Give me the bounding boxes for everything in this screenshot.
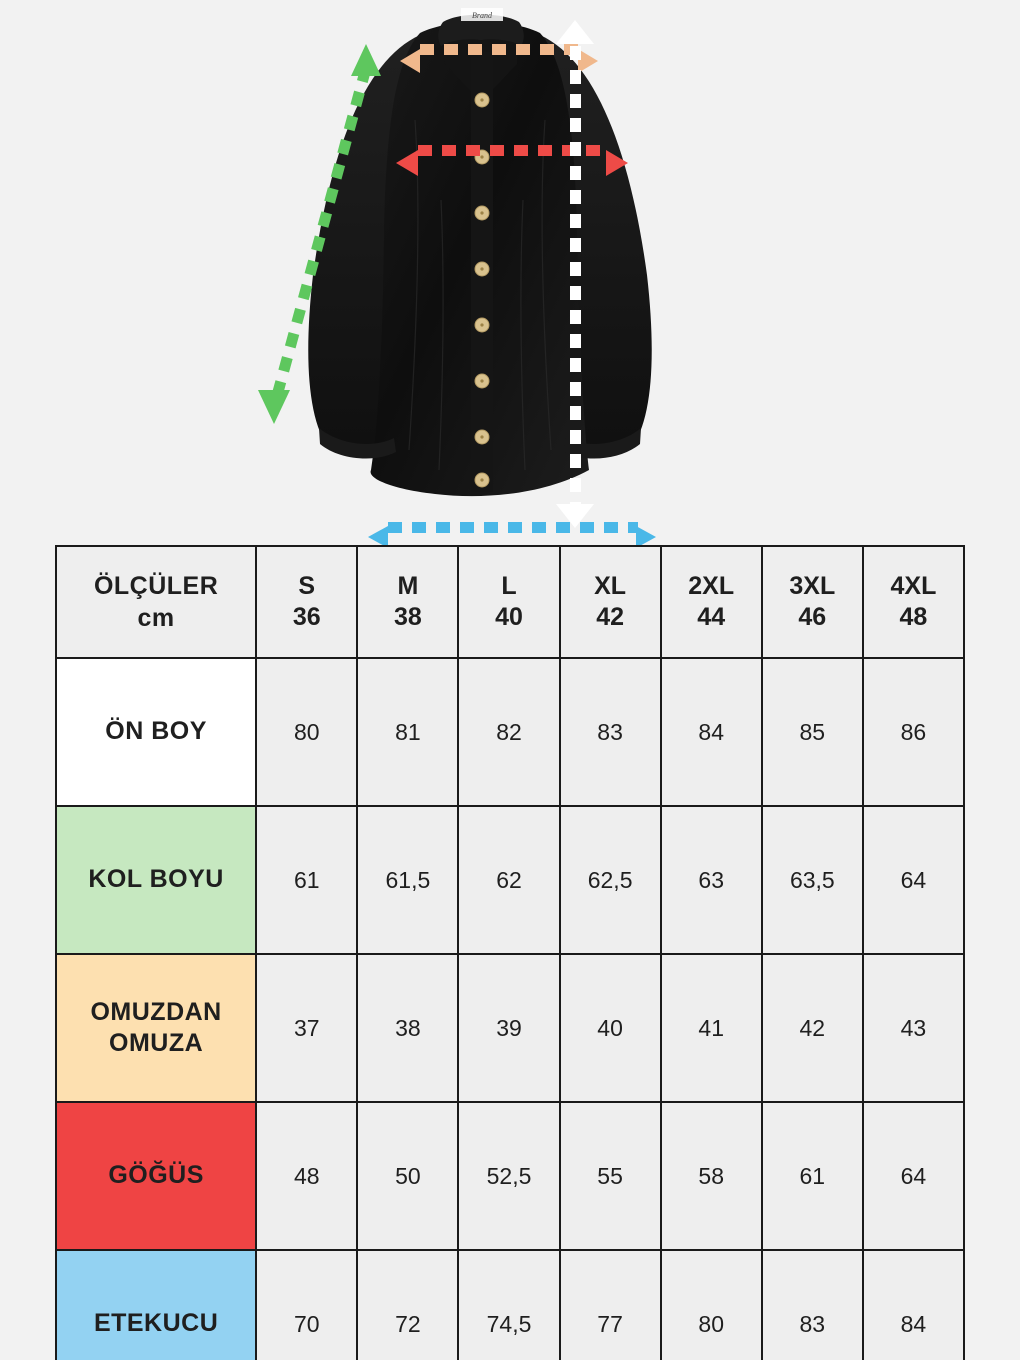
cell-gogus-s: 48 <box>256 1102 357 1250</box>
cell-on-boy-4xl: 86 <box>863 658 964 806</box>
cell-kol-boyu-l: 62 <box>458 806 559 954</box>
table-row <box>56 1102 964 1250</box>
size-number: 42 <box>596 603 624 631</box>
cell-gogus-2xl: 58 <box>661 1102 762 1250</box>
table-row <box>56 954 964 1102</box>
size-name: L <box>501 571 517 600</box>
cell-kol-boyu-xl: 62,5 <box>560 806 661 954</box>
header-size-3xl <box>762 546 863 658</box>
cell-etekucu-l: 74,5 <box>458 1250 559 1360</box>
size-number: 44 <box>697 603 726 631</box>
garment-illustration <box>0 0 1020 545</box>
size-name: XL <box>594 571 627 600</box>
cell-on-boy-3xl: 85 <box>762 658 863 806</box>
cell-omuzdan-omuza-4xl: 43 <box>863 954 964 1102</box>
header-size-s <box>256 546 357 658</box>
header-label-line2: cm <box>137 604 175 632</box>
cell-on-boy-l: 82 <box>458 658 559 806</box>
row-label-etekucu: ETEKUCU <box>56 1250 256 1360</box>
size-number: 48 <box>899 603 928 631</box>
row-label-gogus: GÖĞÜS <box>56 1102 256 1250</box>
cell-omuzdan-omuza-3xl: 42 <box>762 954 863 1102</box>
cell-on-boy-xl: 83 <box>560 658 661 806</box>
size-name: 4XL <box>890 571 937 600</box>
cell-gogus-l: 52,5 <box>458 1102 559 1250</box>
cell-omuzdan-omuza-s: 37 <box>256 954 357 1102</box>
cell-on-boy-s: 80 <box>256 658 357 806</box>
cell-omuzdan-omuza-2xl: 41 <box>661 954 762 1102</box>
size-name: M <box>397 571 419 600</box>
size-name: 3XL <box>789 571 836 600</box>
cell-on-boy-m: 81 <box>357 658 458 806</box>
cell-kol-boyu-2xl: 63 <box>661 806 762 954</box>
cell-omuzdan-omuza-l: 39 <box>458 954 559 1102</box>
cell-etekucu-m: 72 <box>357 1250 458 1360</box>
cell-omuzdan-omuza-xl: 40 <box>560 954 661 1102</box>
size-number: 36 <box>292 603 321 631</box>
size-name: S <box>298 571 316 600</box>
table-row <box>56 658 964 806</box>
header-measurements-label <box>56 546 256 658</box>
row-label-line1: OMUZDAN <box>90 997 222 1026</box>
cell-kol-boyu-s: 61 <box>256 806 357 954</box>
cell-gogus-xl: 55 <box>560 1102 661 1250</box>
cell-etekucu-xl: 77 <box>560 1250 661 1360</box>
cell-kol-boyu-4xl: 64 <box>863 806 964 954</box>
row-label-kol-boyu: KOL BOYU <box>56 806 256 954</box>
cell-gogus-3xl: 61 <box>762 1102 863 1250</box>
header-size-2xl <box>661 546 762 658</box>
row-label-line2: OMUZA <box>109 1029 204 1057</box>
size-measurements-table <box>55 545 965 1360</box>
cell-etekucu-s: 70 <box>256 1250 357 1360</box>
cell-etekucu-2xl: 80 <box>661 1250 762 1360</box>
header-size-m <box>357 546 458 658</box>
size-number: 40 <box>495 603 523 631</box>
header-size-4xl <box>863 546 964 658</box>
size-number: 38 <box>393 603 422 631</box>
size-number: 46 <box>798 603 827 631</box>
cell-on-boy-2xl: 84 <box>661 658 762 806</box>
cell-gogus-4xl: 64 <box>863 1102 964 1250</box>
row-label-omuzdan-omuza <box>56 954 256 1102</box>
header-size-l <box>458 546 559 658</box>
table-row <box>56 1250 964 1360</box>
cell-kol-boyu-3xl: 63,5 <box>762 806 863 954</box>
table-row <box>56 806 964 954</box>
header-label-line1: ÖLÇÜLER <box>93 571 219 600</box>
header-size-xl <box>560 546 661 658</box>
cell-gogus-m: 50 <box>357 1102 458 1250</box>
svg-text:Brand: Brand <box>472 11 492 20</box>
cell-etekucu-4xl: 84 <box>863 1250 964 1360</box>
size-name: 2XL <box>688 571 735 600</box>
cell-kol-boyu-m: 61,5 <box>357 806 458 954</box>
table-header-row <box>56 546 964 658</box>
row-label-on-boy: ÖN BOY <box>56 658 256 806</box>
cell-etekucu-3xl: 83 <box>762 1250 863 1360</box>
cell-omuzdan-omuza-m: 38 <box>357 954 458 1102</box>
